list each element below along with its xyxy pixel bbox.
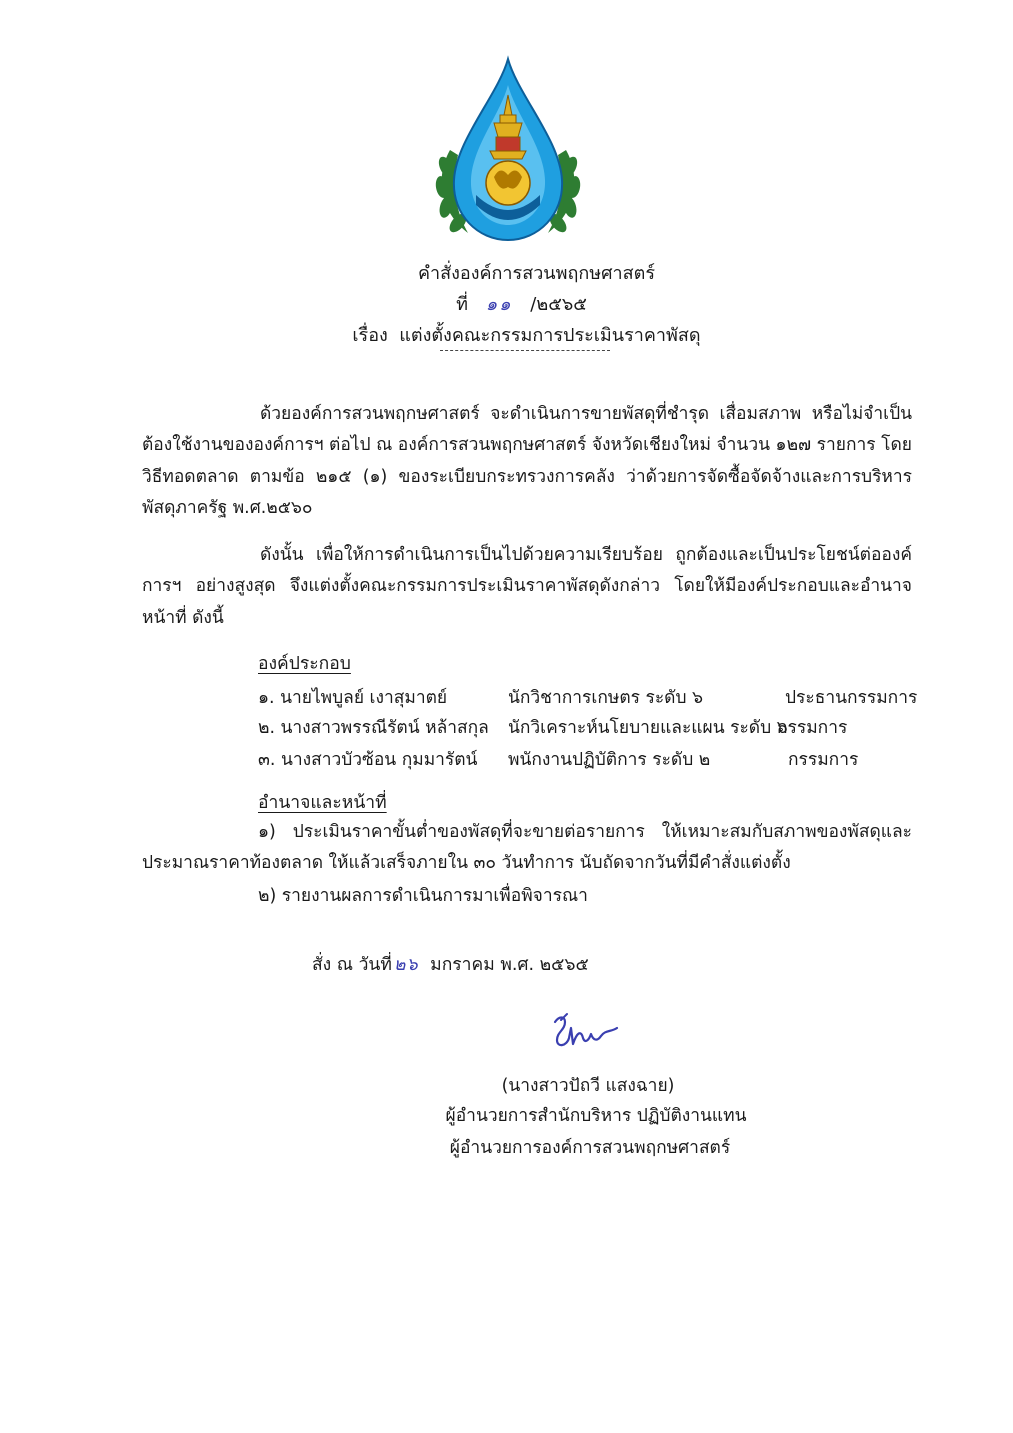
order-date-day-handwritten: ๒๖ bbox=[393, 955, 419, 975]
member-role: กรรมการ bbox=[777, 718, 848, 738]
member-role: กรรมการ bbox=[788, 750, 859, 770]
subject-line bbox=[20, 320, 1013, 349]
signature bbox=[545, 1010, 625, 1055]
member-row bbox=[258, 713, 918, 743]
signature-icon bbox=[545, 1010, 625, 1055]
member-position: พนักงานปฏิบัติการ ระดับ ๒ bbox=[508, 750, 711, 770]
signatory-name: (นางสาวปัถวี แสงฉาย) bbox=[501, 1076, 675, 1096]
signatory-position: ผู้อำนวยการองค์การสวนพฤกษศาสตร์ bbox=[449, 1138, 731, 1158]
water-drop-emblem-icon bbox=[428, 55, 588, 250]
order-number-line bbox=[15, 289, 1013, 318]
member-name: ๒. นางสาวพรรณีรัตน์ หล้าสกุล bbox=[258, 718, 489, 738]
paragraph-intro-text: ด้วยองค์การสวนพฤกษศาสตร์ จะดำเนินการขายพัสดุที่ชำรุด เสื่อมสภาพ หรือไม่จำเป็นต้องใช้งานขององค์การฯ ต่อไป ณ องค์การสวนพฤกษศาสตร์ จังหวัดเชียงใหม่ จำนวน ๑๒๗ รายการ โดยวิธีทอดตลาด ตามข้อ ๒๑๕ (๑) ของระเบียบกระทรวงการคลัง ว่าด้วยการจัดซื้อจัดจ้างและการบริหารพัสดุภาครัฐ พ.ศ.๒๕๖๐ bbox=[142, 404, 912, 519]
page-title: คำสั่งองค์การสวนพฤกษศาสตร์ bbox=[417, 263, 656, 284]
signatory-position: ผู้อำนวยการสำนักบริหาร ปฏิบัติงานแทน bbox=[445, 1106, 747, 1126]
member-name: ๓. นางสาวบัวซ้อน กุมมารัตน์ bbox=[258, 750, 478, 770]
duty-item: ๒) รายงานผลการดำเนินการมาเพื่อพิจารณา bbox=[258, 886, 588, 906]
subject-label: เรื่อง bbox=[352, 325, 388, 346]
duty-text: ๑) ประเมินราคาขั้นต่ำของพัสดุที่จะขายต่อรายการ ให้เหมาะสมกับสภาพของพัสดุและประมาณราคาท้องตลาด ให้แล้วเสร็จภายใน ๓๐ วันทำการ นับถัดจากวันที่มีคำสั่งแต่งตั้ง bbox=[142, 822, 912, 874]
member-row bbox=[258, 683, 918, 713]
order-date bbox=[312, 950, 589, 978]
paragraph-appointment-text: ดังนั้น เพื่อให้การดำเนินการเป็นไปด้วยความเรียบร้อย ถูกต้องและเป็นประโยชน์ต่อองค์การฯ อย่างสูงสุด จึงแต่งตั้งคณะกรรมการประเมินราคาพัสดุดังกล่าว โดยให้มีองค์ประกอบและอำนาจหน้าที่ ดังนี้ bbox=[142, 545, 912, 628]
duty-item bbox=[142, 817, 912, 880]
organization-logo bbox=[428, 55, 588, 250]
title-divider bbox=[440, 350, 610, 351]
order-number-prefix: ที่ bbox=[456, 294, 468, 315]
member-role: ประธานกรรมการ bbox=[785, 688, 918, 708]
member-name: ๑. นายไพบูลย์ เงาสุมาตย์ bbox=[258, 688, 448, 708]
duties-heading: อำนาจและหน้าที่ bbox=[258, 793, 387, 813]
paragraph-appointment bbox=[142, 540, 912, 634]
order-date-prefix: สั่ง ณ วันที่ bbox=[312, 955, 392, 975]
members-heading: องค์ประกอบ bbox=[258, 654, 351, 674]
member-position: นักวิชาการเกษตร ระดับ ๖ bbox=[508, 688, 704, 708]
order-number-handwritten: ๑๑ bbox=[485, 294, 513, 315]
order-date-rest: มกราคม พ.ศ. ๒๕๖๕ bbox=[430, 955, 589, 975]
subject-text: แต่งตั้งคณะกรรมการประเมินราคาพัสดุ bbox=[399, 325, 701, 346]
paragraph-intro bbox=[142, 399, 912, 525]
member-row bbox=[258, 745, 918, 775]
member-position: นักวิเคราะห์นโยบายและแผน ระดับ ๖ bbox=[508, 718, 788, 738]
order-number-year: /๒๕๖๕ bbox=[530, 294, 587, 315]
